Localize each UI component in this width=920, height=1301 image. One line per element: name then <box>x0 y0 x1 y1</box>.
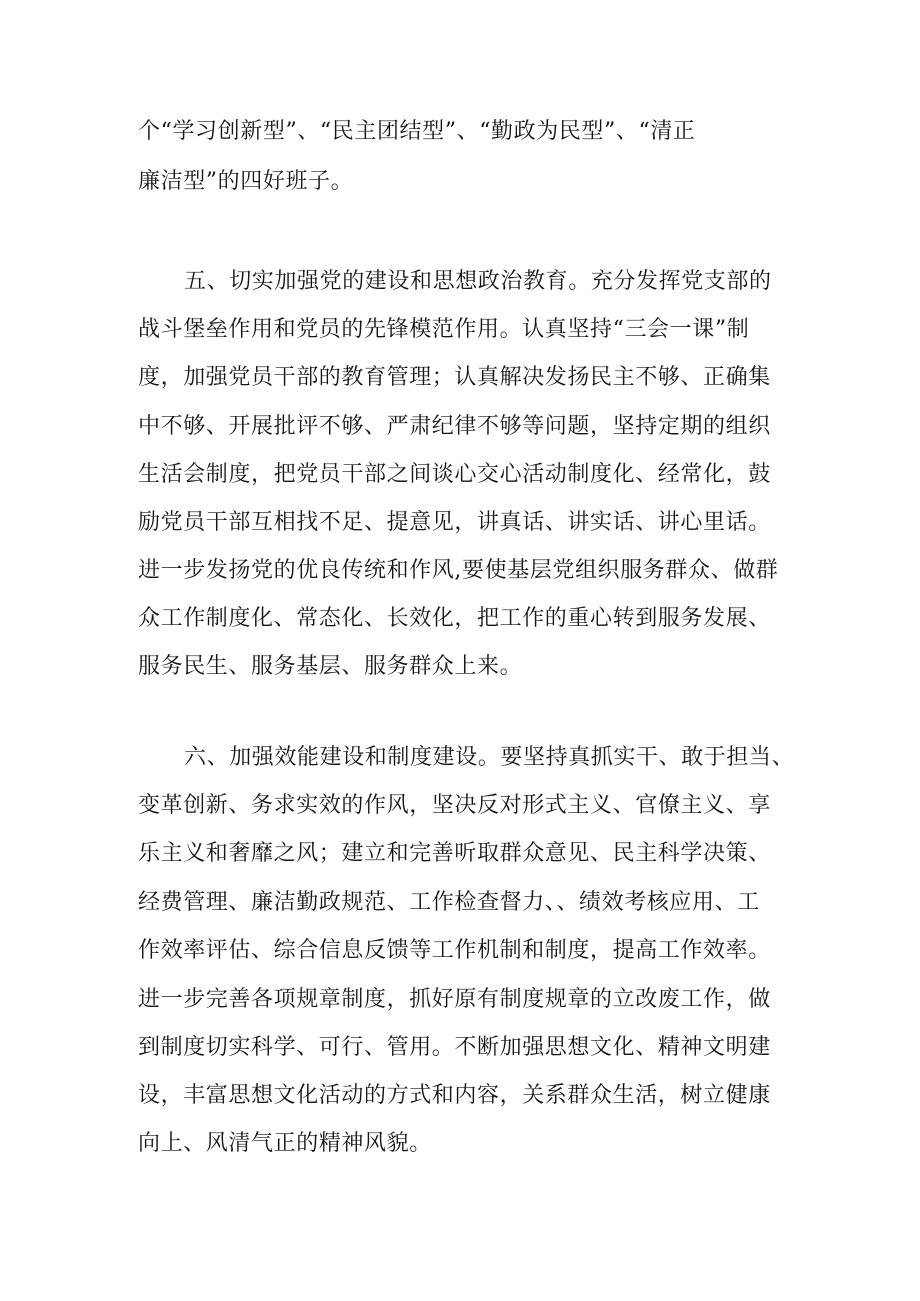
paragraph-6-line-2: 变革创新、务求实效的作风，坚决反对形式主义、官僚主义、享 <box>138 793 771 818</box>
paragraph-5-line-4: 中不够、开展批评不够、严肃纪律不够等问题，坚持定期的组织 <box>138 414 771 439</box>
paragraph-5-line-8: 众工作制度化、常态化、长效化，把工作的重心转到服务发展、 <box>138 606 771 631</box>
paragraph-6-line-5: 作效率评估、综合信息反馈等工作机制和制度，提高工作效率。 <box>138 938 771 963</box>
paragraph-6-line-3: 乐主义和奢靡之风；建立和完善听取群众意见、民主科学决策、 <box>138 841 771 866</box>
paragraph-5-line-3: 度，加强党员干部的教育管理；认真解决发扬民主不够、正确集 <box>138 365 771 390</box>
paragraph-5-line-9: 服务民生、服务基层、服务群众上来。 <box>138 654 523 679</box>
paragraph-4-line-2: 廉洁型”的四好班子。 <box>138 169 354 194</box>
paragraph-6-line-6: 进一步完善各项规章制度，抓好原有制度规章的立改废工作，做 <box>138 987 771 1012</box>
paragraph-5-line-6: 励党员干部互相找不足、提意见，讲真话、讲实话、讲心里话。 <box>138 510 771 535</box>
paragraph-5-line-7: 进一步发扬党的优良传统和作风,要使基层党组织服务群众、做群 <box>138 558 779 583</box>
paragraph-6-line-1: 六、加强效能建设和制度建设。要坚持真抓实干、敢于担当、 <box>184 745 795 770</box>
paragraph-4-line-1: 个“学习创新型”、“民主团结型”、“勤政为民型”、“清正 <box>138 119 696 144</box>
paragraph-6-line-8: 设，丰富思想文化活动的方式和内容，关系群众生活，树立健康 <box>138 1083 771 1108</box>
paragraph-6-line-7: 到制度切实科学、可行、管用。不断加强思想文化、精神文明建 <box>138 1035 771 1060</box>
paragraph-6-line-9: 向上、风清气正的精神风貌。 <box>138 1131 432 1156</box>
paragraph-5-line-1: 五、切实加强党的建设和思想政治教育。充分发挥党支部的 <box>184 269 772 294</box>
paragraph-6-line-4: 经费管理、廉洁勤政规范、工作检查督力、、绩效考核应用、工 <box>138 890 760 915</box>
paragraph-5-line-2: 战斗堡垒作用和党员的先锋模范作用。认真坚持“三会一课”制 <box>138 317 750 342</box>
paragraph-5-line-5: 生活会制度，把党员干部之间谈心交心活动制度化、经常化，鼓 <box>138 462 771 487</box>
